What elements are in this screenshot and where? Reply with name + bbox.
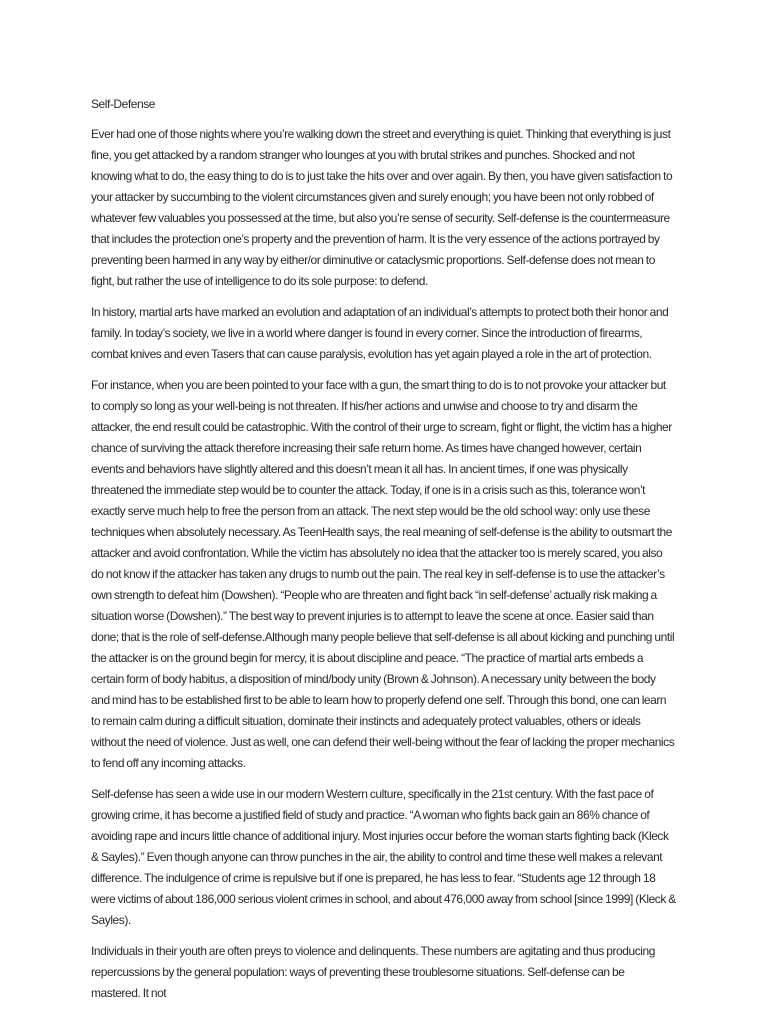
paragraph-1: Ever had one of those nights where you’re walking down the street and everything is quiet. Thinking that everything is just fine, you get attacked by a random stranger who lounges at you with brutal strikes and punches. Shocked and not knowing what to do, the easy thing to do is to just take the hits over and over again. By then, you have given satisfaction to your attacker by succumbing to the violent circumstances given and surely enough; you have been not only robbed of whatever few valuables you possessed at the time, but also you’re sense of security. Self-defense is the countermeasure that includes the protection one’s property and the prevention of harm. It is the very essence of the actions portrayed by preventing been harmed in any way by either/or diminutive or cataclysmic proportions. Self-defense does not mean to fight, but rather the use of intelligence to do its sole purpose: to defend. (91, 127, 673, 288)
paragraph-2: In history, martial arts have marked an evolution and adaptation of an individual’s attempts to protect both their honor and family. In today’s society, we live in a world where danger is found in every corner. Since the introduction of firearms, combat knives and even Tasers that can cause paralysis, evolution has yet again played a role in the art of protection. (91, 305, 669, 361)
paragraph-3: For instance, when you are been pointed to your face with a gun, the smart thing to do is to not provoke your attacker but to comply so long as your well-being is not threaten. If his/her actions and unwise and choose to try and disarm the attacker, the end result could be catastrophic. With the control of their urge to scream, fight or flight, the victim has a higher chance of surviving the attack therefore increasing their safe return home. As times have changed however, certain events and behaviors have slightly altered and this doesn’t mean it all has. In ancient times, if one was physically threatened the immediate step would be to counter the attack. Today, if one is in a crisis such as this, tolerance won’t exactly serve much help to free the person from an attack. The next step would be the old school way: only use these techniques when absolutely necessary. As TeenHealth says, the real meaning of self-defense is the ability to outsmart the attacker and avoid confrontation. While the victim has absolutely no idea that the attacker too is merely scared, you also do not know if the attacker has taken any drugs to numb out the pain. The real key in self-defense is to use the attacker’s own strength to defeat him (Dowshen). “People who are threaten and fight back “in self-defense’ actually risk making a situation worse (Dowshen).” The best way to prevent injuries is to attempt to leave the scene at once. Easier said than done; that is the role of self-defense.Although many people believe that self-defense is all about kicking and punching until the attacker is on the ground begin for mercy, it is about discipline and peace. “The practice of martial arts embeds a certain form of body habitus, a disposition of mind/body unity (Brown & Johnson). A necessary unity between the body and mind has to be established first to be able to learn how to properly defend one self. Through this bond, one can learn to remain calm during a difficult situation, dominate their instincts and adequately protect valuables, others or ideals without the need of violence. Just as well, one can defend their well-being without the fear of lacking the proper mechanics to fend off any incoming attacks. (91, 378, 675, 770)
document-title: Self-Defense (91, 97, 155, 111)
paragraph-4: Self-defense has seen a wide use in our modern Western culture, specifically in the 21st century. With the fast pace of growing crime, it has become a justified field of study and practice. “A woman who fights back gain an 86% chance of avoiding rape and incurs little chance of additional injury. Most injuries occur before the woman starts fighting back (Kleck & Sayles).” Even though anyone can throw punches in the air, the ability to control and time these well makes a relevant difference. The indulgence of crime is repulsive but if one is prepared, he has less to fear. “Students age 12 through 18 were victims of about 186,000 serious violent crimes in school, and about 476,000 away from school [since 1999] (Kleck & Sayles). (91, 787, 676, 927)
paragraph-5: Individuals in their youth are often preys to violence and delinquents. These numbers are agitating and thus producing repercussions by the general population: ways of preventing these troublesome situations. Self-defense can be mastered. It not (91, 944, 655, 1000)
